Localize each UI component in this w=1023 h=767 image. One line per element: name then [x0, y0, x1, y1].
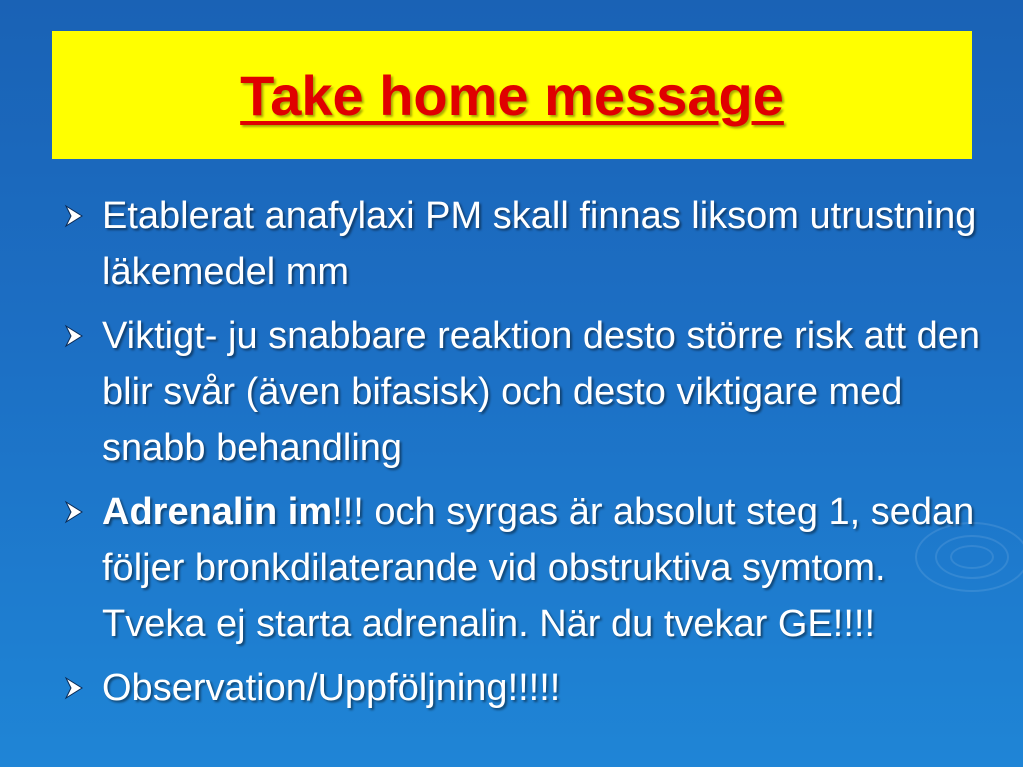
arrowhead-bullet-icon — [62, 660, 96, 716]
bullet-bold-text: Adrenalin im — [102, 491, 333, 533]
bullet-text: Etablerat anafylaxi PM skall finnas liksom utrustning läkemedel mm — [102, 195, 977, 293]
bullet-text: Observation/Uppföljning!!!!! — [102, 667, 561, 709]
bullet-item — [62, 484, 982, 652]
bullet-item — [62, 660, 982, 716]
bullet-item — [62, 308, 982, 476]
arrowhead-bullet-icon — [62, 188, 96, 244]
bullet-text: !!! och syrgas är absolut steg 1, sedan följer bronkdilaterande vid obstruktiva symtom. Tveka ej starta adrenalin. När du tvekar GE!!!! — [102, 491, 975, 645]
bullet-item — [62, 188, 982, 300]
bullet-text: Viktigt- ju snabbare reaktion desto större risk att den blir svår (även bifasisk) och desto viktigare med snabb behandling — [102, 315, 980, 469]
arrowhead-bullet-icon — [62, 308, 96, 364]
title-banner — [52, 31, 972, 159]
arrowhead-bullet-icon — [62, 484, 96, 540]
slide-title: Take home message — [240, 63, 784, 127]
bullet-list — [62, 188, 982, 724]
